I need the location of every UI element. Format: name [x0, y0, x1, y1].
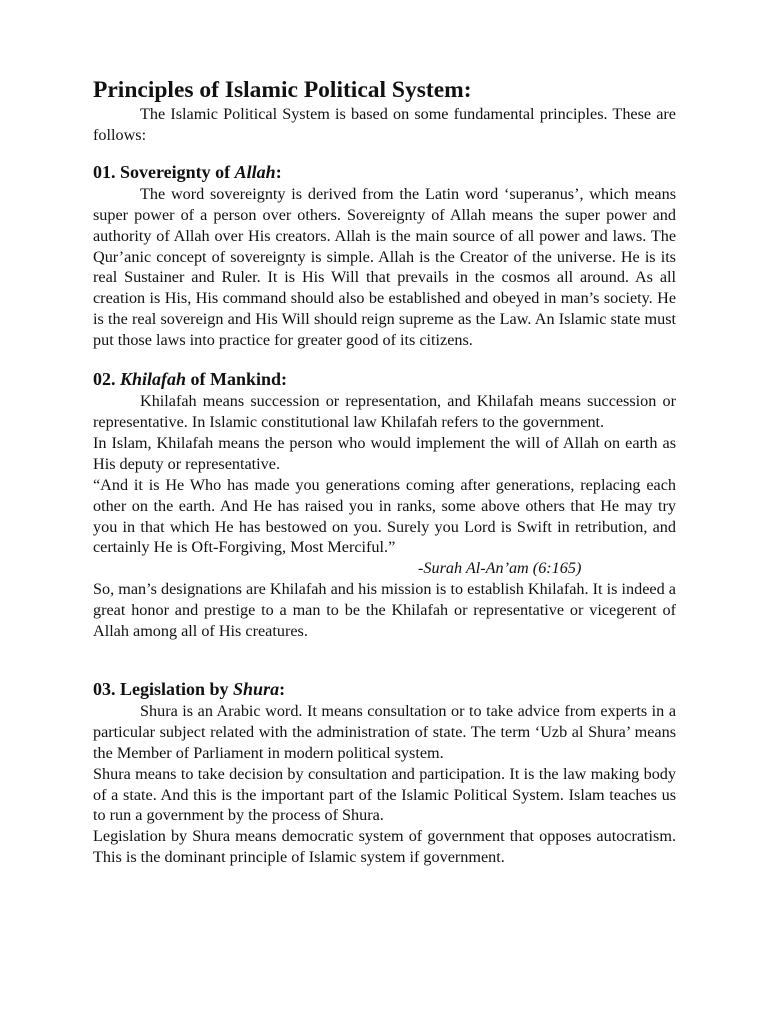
khilafah-paragraph-2: In Islam, Khilafah means the person who would implement the will of Allah on earth as His deputy or representative.: [93, 433, 676, 473]
shura-paragraph-3: Legislation by Shura means democratic system of government that opposes autocratism. This is the dominant principle of Islamic system if government.: [93, 827, 676, 867]
section-heading-khilafah: 02. Khilafah of Mankind:: [93, 369, 288, 390]
page-title: Principles of Islamic Political System:: [93, 77, 472, 103]
section-heading-shura: 03. Legislation by Shura:: [93, 678, 286, 699]
section-heading-sovereignty: 01. Sovereignty of Allah:: [93, 161, 282, 182]
khilafah-paragraph-1: Khilafah means succession or representation, and Khilafah means succession or representative. In Islamic constitutional law Khilafah refers to the government.: [93, 392, 676, 431]
khilafah-citation: -Surah Al-An’am (6:165): [418, 559, 582, 578]
khilafah-paragraph-3: So, man’s designations are Khilafah and his mission is to establish Khilafah. It is indeed a great honor and prestige to a man to be the Khilafah or representative or vicegerent of Allah among all of His creatures.: [93, 580, 676, 641]
intro-paragraph: The Islamic Political System is based on some fundamental principles. These are follows:: [93, 105, 676, 144]
document-page: [93, 76, 676, 868]
khilafah-quote: “And it is He Who has made you generations coming after generations, replacing each other on the earth. And He has raised you in ranks, some above others that He may try you in that which He has bestowed on you. Surely you Lord is Swift in retribution, and certainly He is Oft-Forgiving, Most Merciful.”: [93, 475, 676, 557]
shura-paragraph-2: Shura means to take decision by consultation and participation. It is the law making body of a state. And this is the important part of the Islamic Political System. Islam teaches us to run a government by the process of Shura.: [93, 764, 676, 825]
shura-paragraph-1: Shura is an Arabic word. It means consultation or to take advice from experts in a particular subject related with the administration of state. The term ‘Uzb al Shura’ means the Member of Parliament in modern political system.: [93, 701, 676, 762]
sovereignty-paragraph: The word sovereignty is derived from the Latin word ‘superanus’, which means super power of a person over others. Sovereignty of Allah means the super power and authority of Allah over His creators. Allah is the main source of all power and laws. The Qur’anic concept of sovereignty is simple. Allah is the Creator of the universe. He is its real Sustainer and Ruler. It is His Will that prevails in the cosmos all around. As all creation is His, His command should also be established and obeyed in man’s society. He is the real sovereign and His Will should reign supreme as the Law. An Islamic state must put those laws into practice for greater good of its citizens.: [93, 184, 676, 350]
